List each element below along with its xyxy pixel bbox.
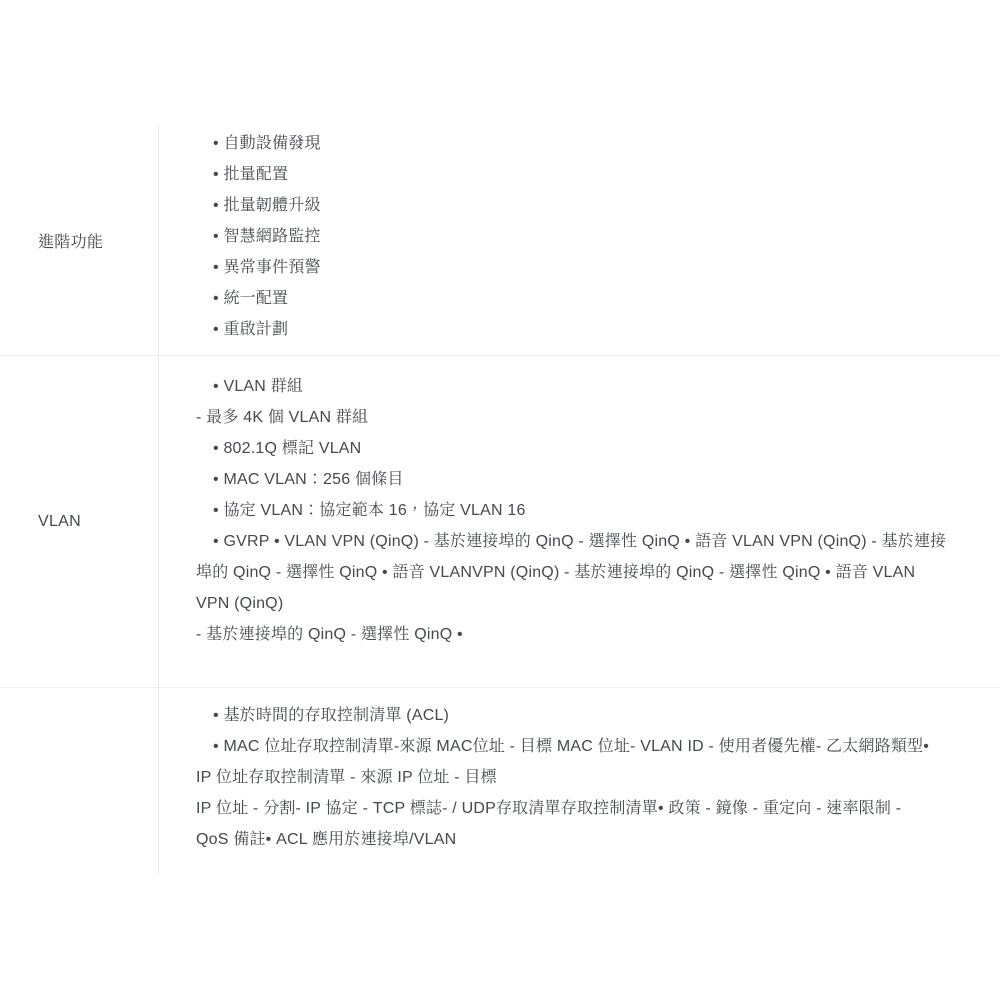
spec-row-acl xyxy=(0,688,1000,874)
row-label-acl xyxy=(0,688,159,874)
row-label-vlan: VLAN xyxy=(0,356,159,687)
spec-line: • 統一配置 xyxy=(213,290,289,307)
spec-line: - 基於連接埠的 QinQ - 選擇性 QinQ • xyxy=(196,626,463,643)
spec-line: 埠的 QinQ - 選擇性 QinQ • 語音 VLANVPN (QinQ) - 基於連接埠的 QinQ - 選擇性 QinQ • 語音 VLAN xyxy=(196,564,916,581)
spec-line: • 重啟計劃 xyxy=(213,321,289,338)
spec-line: • 異常事件預警 xyxy=(213,259,321,276)
row-content-vlan xyxy=(159,356,1000,687)
spec-table xyxy=(0,125,1000,874)
spec-row-vlan xyxy=(0,356,1000,688)
spec-line: IP 位址 - 分割- IP 協定 - TCP 標誌- / UDP存取清單存取控制清單• 政策 - 鏡像 - 重定向 - 速率限制 - xyxy=(196,800,902,817)
row-content-acl xyxy=(159,688,1000,874)
row-content-advanced-features xyxy=(159,125,1000,355)
spec-line: • 批量配置 xyxy=(213,166,289,183)
spec-line: VPN (QinQ) xyxy=(196,595,284,612)
spec-line: • 批量韌體升級 xyxy=(213,197,321,214)
spec-line: • 802.1Q 標記 VLAN xyxy=(213,440,362,457)
spec-line: • 自動設備發現 xyxy=(213,135,321,152)
spec-line: • MAC VLAN：256 個條目 xyxy=(213,471,404,488)
spec-line: IP 位址存取控制清單 - 來源 IP 位址 - 目標 xyxy=(196,769,497,786)
spec-line: QoS 備註• ACL 應用於連接埠/VLAN xyxy=(196,831,457,848)
spec-line: • 協定 VLAN：協定範本 16，協定 VLAN 16 xyxy=(213,502,526,519)
spec-line: - 最多 4K 個 VLAN 群組 xyxy=(196,409,369,426)
spec-line: • 基於時間的存取控制清單 (ACL) xyxy=(213,707,450,724)
spec-line: • 智慧網路監控 xyxy=(213,228,321,245)
spec-row-advanced-features xyxy=(0,125,1000,356)
spec-line: • VLAN 群組 xyxy=(213,378,304,395)
spec-line: • MAC 位址存取控制清單-來源 MAC位址 - 目標 MAC 位址- VLAN ID - 使用者優先權- 乙太網路類型• xyxy=(213,738,930,755)
spec-line: • GVRP • VLAN VPN (QinQ) - 基於連接埠的 QinQ - 選擇性 QinQ • 語音 VLAN VPN (QinQ) - 基於連接 xyxy=(213,533,947,550)
row-label-advanced-features: 進階功能 xyxy=(0,125,159,355)
